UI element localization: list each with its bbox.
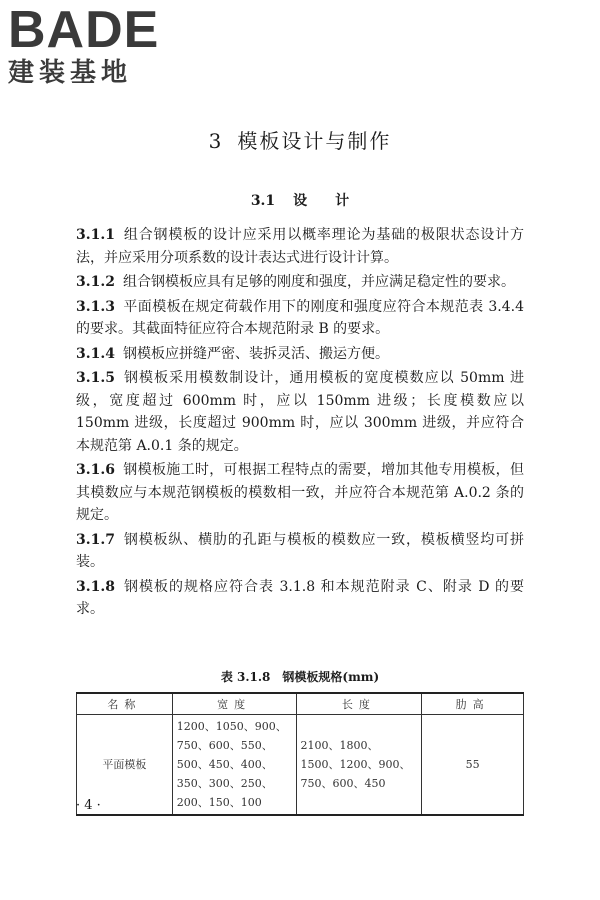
cell-name: 平面模板: [77, 715, 173, 816]
cell-rib-height: 55: [422, 715, 524, 816]
clause-text: 钢模板施工时，可根据工程特点的需要，增加其他专用模板，但其模数应与本规范钢模板的模数相一致，并应符合本规范第 A.0.2 条的规定。: [76, 462, 524, 523]
logo-subtitle: 建装基地: [8, 58, 133, 88]
clause-number: 3.1.1: [76, 227, 115, 243]
page-number: · 4 ·: [76, 798, 101, 813]
clause: [76, 576, 524, 621]
chapter-title: 模板设计与制作: [237, 129, 392, 153]
clause: [76, 296, 524, 341]
cell-length: 2100、1800、1500、1200、900、750、600、450: [296, 715, 422, 816]
table-caption-title: 钢模板规格(mm): [282, 670, 380, 684]
clause-text: 钢模板的规格应符合表 3.1.8 和本规范附录 C、附录 D 的要求。: [76, 578, 524, 617]
clause-text: 钢模板纵、横肋的孔距与模板的模数应一致，模板横竖均可拼装。: [76, 531, 524, 570]
clause-text: 钢模板采用模数制设计，通用模板的宽度模数应以 50mm 进级，宽度超过 600mm 时，应以 150mm 进级；长度模数应以 150mm 进级，长度超过 900mm 时，应以 300mm 进级，并应符合本规范第 A.0.1 条的规定。: [76, 370, 524, 454]
clause-number: 3.1.5: [76, 370, 115, 386]
cell-width: 1200、1050、900、750、600、550、500、450、400、350、300、250、200、150、100: [172, 715, 296, 816]
section-number: 3.1: [250, 193, 276, 209]
clause-number: 3.1.7: [76, 531, 115, 548]
chapter-heading: [0, 125, 600, 154]
clause: [76, 271, 524, 294]
chapter-number: 3: [208, 129, 224, 153]
clause-number: 3.1.3: [76, 298, 115, 315]
section-title-part2: 计: [335, 193, 350, 209]
header-length: 长度: [296, 693, 422, 715]
clause-number: 3.1.8: [76, 578, 115, 595]
header-rib-height: 肋高: [422, 693, 524, 715]
clause: [76, 224, 524, 269]
clause: [76, 367, 524, 457]
table-caption: [0, 668, 600, 685]
spec-table: [76, 692, 524, 816]
header-width: 宽度: [172, 693, 296, 715]
section-title-part1: 设: [293, 193, 308, 209]
clause-number: 3.1.6: [76, 462, 115, 478]
clause-list: [76, 224, 524, 623]
table-caption-number: 表 3.1.8: [220, 670, 271, 684]
clause-number: 3.1.2: [76, 274, 115, 290]
clause-text: 组合钢模板应具有足够的刚度和强度，并应满足稳定性的要求。: [122, 274, 515, 290]
clause: [76, 343, 524, 366]
publisher-logo: [8, 1, 160, 88]
header-name: 名称: [77, 693, 173, 715]
clause: [76, 459, 524, 527]
section-heading: [0, 190, 600, 210]
table-row: [77, 715, 524, 816]
clause-text: 平面模板在规定荷载作用下的刚度和强度应符合本规范表 3.4.4 的要求。其截面特征应符合本规范附录 B 的要求。: [76, 298, 524, 337]
clause: [76, 529, 524, 574]
clause-text: 组合钢模板的设计应采用以概率理论为基础的极限状态设计方法，并应采用分项系数的设计表达式进行设计计算。: [76, 227, 524, 266]
clause-text: 钢模板应拼缝严密、装拆灵活、搬运方便。: [122, 345, 389, 362]
logo-mark: BADE: [8, 1, 160, 59]
table-header-row: [77, 693, 524, 715]
clause-number: 3.1.4: [76, 345, 115, 362]
